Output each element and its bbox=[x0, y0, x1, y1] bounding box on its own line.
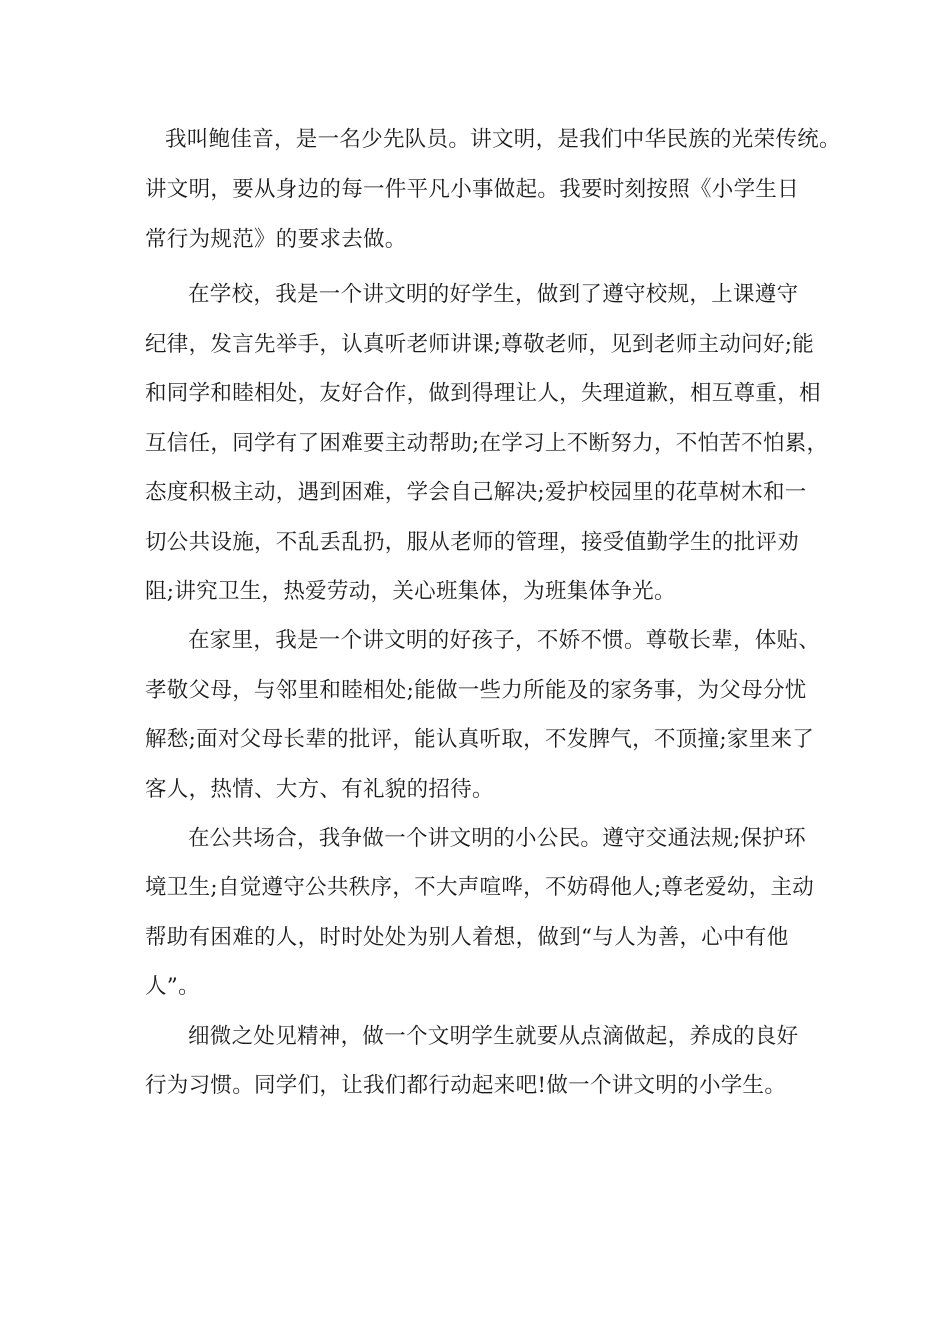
text-line: 我叫鲍佳音，是一名少先队员。讲文明，是我们中华民族的光荣传统。 bbox=[165, 127, 841, 152]
text-line: 阻;讲究卫生，热爱劳动，关心班集体，为班集体争光。 bbox=[145, 579, 676, 604]
text-line: 细微之处见精神，做一个文明学生就要从点滴做起，养成的良好 bbox=[188, 1024, 799, 1049]
text-line: 孝敬父母，与邻里和睦相处;能做一些力所能及的家务事，为父母分忧 bbox=[145, 678, 807, 703]
text-line: 和同学和睦相处，友好合作，做到得理让人，失理道歉，相互尊重，相 bbox=[145, 381, 821, 406]
text-line: 在家里，我是一个讲文明的好孩子，不娇不惯。尊敬长辈，体贴、 bbox=[188, 628, 821, 653]
text-line: 行为习惯。同学们，让我们都行动起来吧!做一个讲文明的小学生。 bbox=[145, 1073, 787, 1098]
text-line: 态度积极主动，遇到困难，学会自己解决;爱护校园里的花草树木和一 bbox=[145, 480, 807, 505]
text-line: 讲文明，要从身边的每一件平凡小事做起。我要时刻按照《小学生日 bbox=[145, 177, 800, 202]
text-line: 切公共设施，不乱丢乱扔，服从老师的管理，接受值勤学生的批评劝 bbox=[145, 530, 800, 555]
text-line: 解愁;面对父母长辈的批评，能认真听取，不发脾气，不顶撞;家里来了 bbox=[145, 727, 815, 752]
text-line: 境卫生;自觉遵守公共秩序，不大声喧哗，不妨碍他人;尊老爱幼，主动 bbox=[145, 875, 815, 900]
text-line: 帮助有困难的人，时时处处为别人着想，做到“与人为善，心中有他 bbox=[145, 925, 789, 950]
text-line: 在公共场合，我争做一个讲文明的小公民。遵守交通法规;保护环 bbox=[188, 826, 806, 851]
text-line: 人”。 bbox=[145, 974, 200, 999]
text-line: 互信任，同学有了困难要主动帮助;在学习上不断努力，不怕苦不怕累， bbox=[145, 431, 829, 456]
text-line: 纪律，发言先举手，认真听老师讲课;尊敬老师，见到老师主动问好;能 bbox=[145, 332, 815, 357]
text-line: 客人，热情、大方、有礼貌的招待。 bbox=[145, 777, 494, 802]
text-line: 常行为规范》的要求去做。 bbox=[145, 227, 407, 252]
text-line: 在学校，我是一个讲文明的好学生，做到了遵守校规，上课遵守 bbox=[188, 282, 799, 307]
